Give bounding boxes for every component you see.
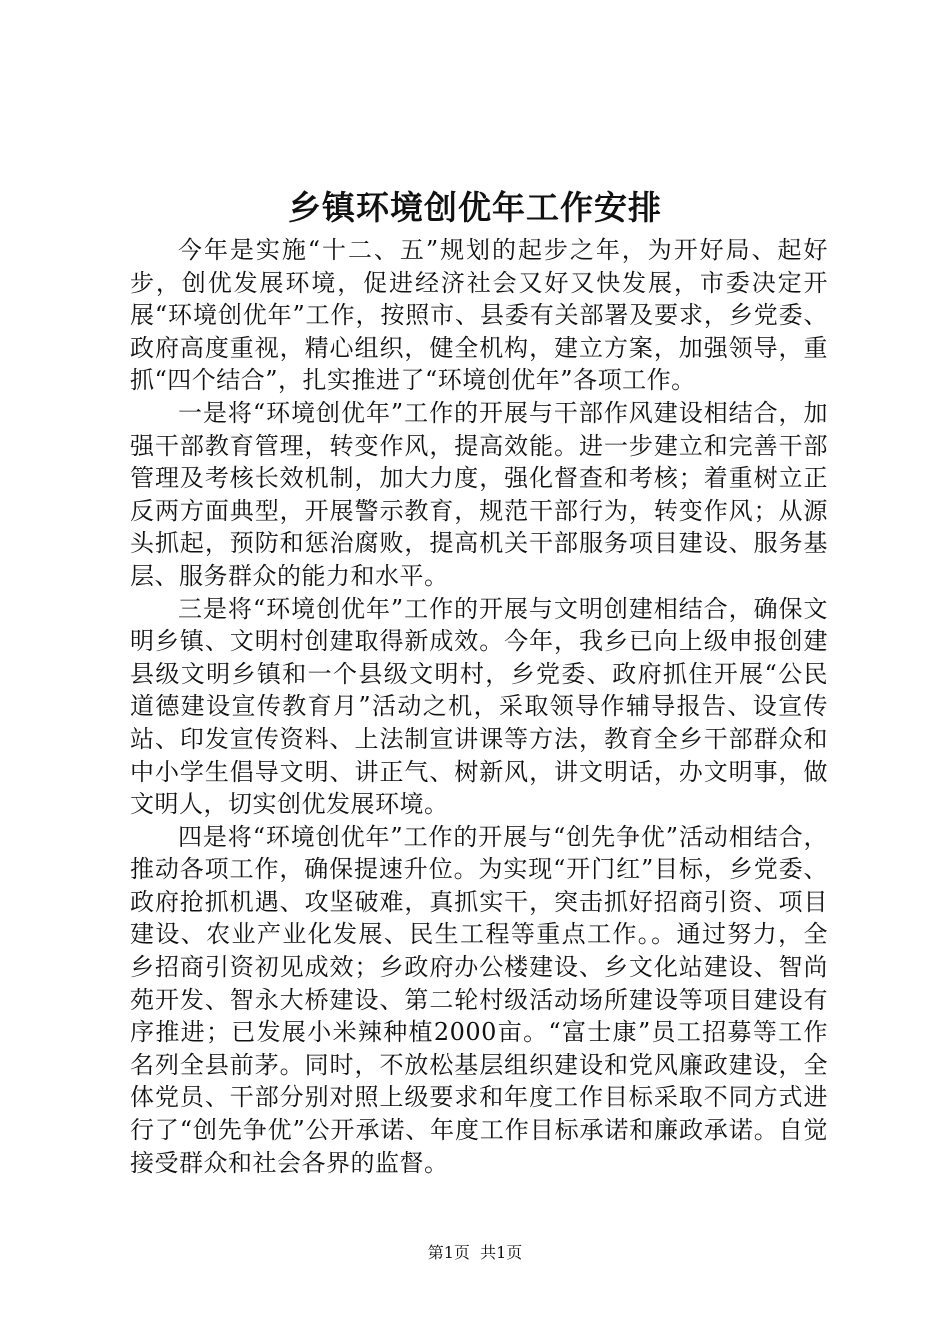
paragraph-excellence: 四是将“环境创优年”工作的开展与“创先争优”活动相结合，推动各项工作，确保提速升位。为实现“开门红”目标，乡党委、政府抢抓机遇、攻坚破难，真抓实干，突击抓好招商引资、项目建设、农业产业化发展、民生工程等重点工作。。通过努力，全乡招商引资初见成效；乡政府办公楼建设、乡文化站建设、智尚苑开发、智永大桥建设、第二轮村级活动场所建设等项目建设有序推进；已发展小米辣种植2000亩。“富士康”员工招募等工作名列全县前茅。同时，不放松基层组织建设和党风廉政建设，全体党员、干部分别对照上级要求和年度工作目标采取不同方式进行了“创先争优”公开承诺、年度工作目标承诺和廉政承诺。自觉接受群众和社会各界的监督。 [130,822,828,1177]
page-footer [0,1241,950,1265]
footer-separator [470,1243,480,1262]
page-number-total: 共1页 [480,1243,523,1262]
document-title: 乡镇环境创优年工作安排 [288,188,662,227]
paragraph-cadre-style: 一是将“环境创优年”工作的开展与干部作风建设相结合，加强干部教育管理，转变作风，提高效能。进一步建立和完善干部管理及考核长效机制，加大力度，强化督查和考核；着重树立正反两方面典型，开展警示教育，规范干部行为，转变作风；从源头抓起，预防和惩治腐败，提高机关干部服务项目建设、服务基层、服务群众的能力和水平。 [130,398,828,590]
paragraph-civilization: 三是将“环境创优年”工作的开展与文明创建相结合，确保文明乡镇、文明村创建取得新成效。今年，我乡已向上级申报创建县级文明乡镇和一个县级文明村，乡党委、政府抓住开展“公民道德建设宣传教育月”活动之机，采取领导作辅导报告、设宣传站、印发宣传资料、上法制宣讲课等方法，教育全乡干部群众和中小学生倡导文明、讲正气、树新风，讲文明话，办文明事，做文明人，切实创优发展环境。 [130,594,828,819]
document-body [130,234,828,1179]
page-number-current: 第1页 [427,1243,470,1262]
paragraph-intro: 今年是实施“十二、五”规划的起步之年，为开好局、起好步，创优发展环境，促进经济社会又好又快发展，市委决定开展“环境创优年”工作，按照市、县委有关部署及要求，乡党委、政府高度重视，精心组织，健全机构，建立方案，加强领导，重抓“四个结合”，扎实推进了“环境创优年”各项工作。 [130,236,828,395]
